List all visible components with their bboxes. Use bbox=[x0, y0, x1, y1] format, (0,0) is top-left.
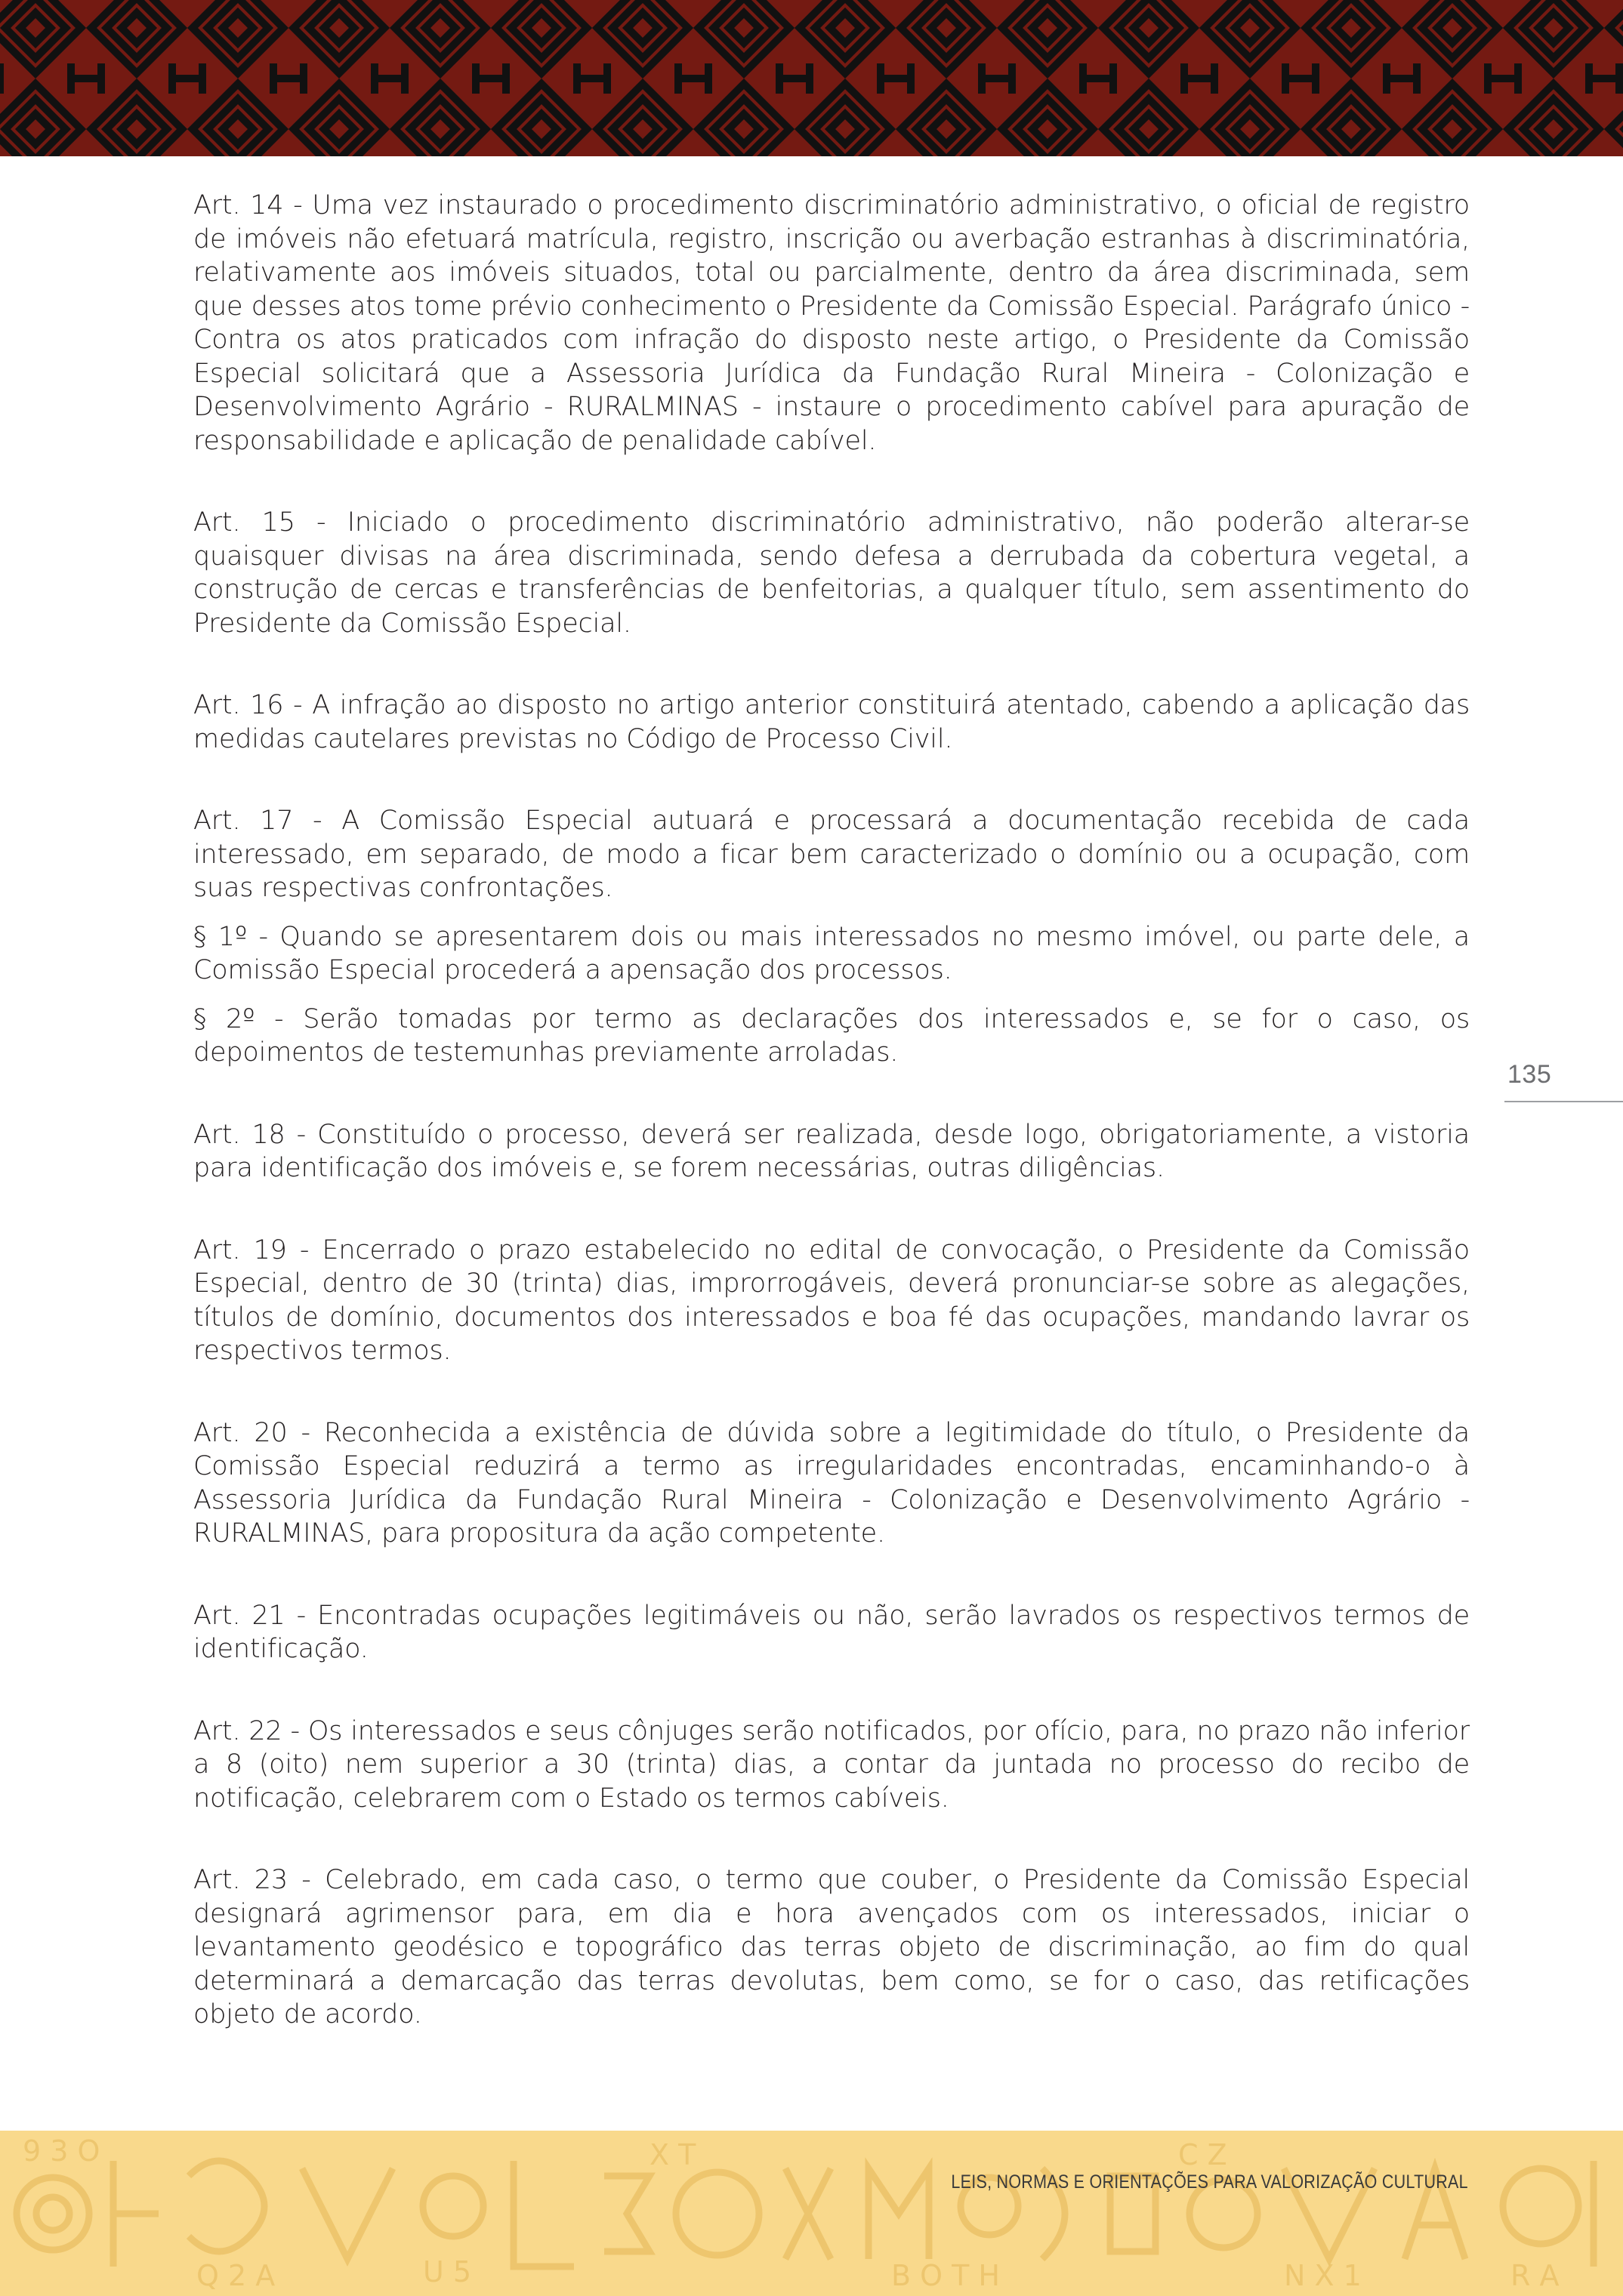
article-21: Art. 21 - Encontradas ocupações legitimáveis ou não, serão lavrados os respectivos termos de identificação. bbox=[193, 1600, 1470, 1664]
header-pattern bbox=[0, 0, 1623, 156]
svg-text:B O T H: B O T H bbox=[891, 2259, 1001, 2292]
article-23: Art. 23 - Celebrado, em cada caso, o termo que couber, o Presidente da Comissão Especial designará agrimensor para, em dia e hora avençados com os interessados, iniciar o levantamento geodésico e topográfico das terras objeto de discriminação, ao fim do qual determinará a demarcação das terras devolutas, bem como, se for o caso, das retificações objeto de acordo. bbox=[193, 1865, 1470, 2029]
article-19: Art. 19 - Encerrado o prazo estabelecido no edital de convocação, o Presidente da Comissão Especial, dentro de 30 (trinta) dias, improrrogáveis, deverá pronunciar-se sobre as alegações, títulos de domínio, documentos dos interessados e boa fé das ocupações, mandando lavrar os respectivos termos. bbox=[193, 1234, 1470, 1366]
article-22: Art. 22 - Os interessados e seus cônjuges serão notificados, por ofício, para, no prazo não inferior a 8 (oito) nem superior a 30 (trinta) dias, a contar da juntada no processo do recibo de notificação, celebrarem com o Estado os termos cabíveis. bbox=[193, 1715, 1470, 1814]
svg-text:R A: R A bbox=[1510, 2259, 1560, 2292]
document-body bbox=[193, 189, 1470, 2032]
footer-pattern bbox=[0, 2131, 1623, 2296]
svg-text:X T: X T bbox=[650, 2138, 696, 2171]
article-15: Art. 15 - Iniciado o procedimento discriminatório administrativo, não poderão alterar-se quaisquer divisas na área discriminada, sendo defesa a derrubada da cobertura vegetal, a construção de cercas e transferências de benfeitorias, a qualquer título, sem assentimento do Presidente da Comissão Especial. bbox=[193, 507, 1470, 639]
svg-text:N X 1: N X 1 bbox=[1284, 2259, 1362, 2292]
article-16: Art. 16 - A infração ao disposto no artigo anterior constituirá atentado, cabendo a aplicação das medidas cautelares previstas no Código de Processo Civil. bbox=[193, 690, 1470, 754]
header-pattern-band bbox=[0, 0, 1623, 156]
article-20: Art. 20 - Reconhecida a existência de dúvida sobre a legitimidade do título, o Presidente da Comissão Especial reduzirá a termo as irregularidades encontradas, encaminhando-o à Assessoria Jurídica da Fundação Rural Mineira - Colonização e Desenvolvimento Agrário - RURALMINAS, para propositura da ação competente. bbox=[193, 1417, 1470, 1549]
article-18: Art. 18 - Constituído o processo, deverá ser realizada, desde logo, obrigatoriamente, a vistoria para identificação dos imóveis e, se forem necessárias, outras diligências. bbox=[193, 1119, 1470, 1183]
footer-pattern-band bbox=[0, 2131, 1623, 2296]
footer-title: LEIS, NORMAS E ORIENTAÇÕES PARA VALORIZAÇÃO CULTURAL bbox=[951, 2171, 1468, 2193]
svg-text:Q 2 A: Q 2 A bbox=[196, 2259, 276, 2292]
article-17: Art. 17 - A Comissão Especial autuará e processará a documentação recebida de cada interessado, em separado, de modo a ficar bem caracterizado o domínio ou a ocupação, com suas respectivas confrontações. bbox=[193, 806, 1470, 903]
svg-text:9 3 O: 9 3 O bbox=[23, 2134, 100, 2168]
article-17-paragraph-2: § 2º - Serão tomadas por termo as declarações dos interessados e, se for o caso, os depoimentos de testemunhas previamente arroladas. bbox=[193, 1003, 1470, 1068]
page-number: 135 bbox=[1507, 1060, 1552, 1089]
article-17-paragraph-1: § 1º - Quando se apresentarem dois ou mais interessados no mesmo imóvel, ou parte dele, a Comissão Especial procederá a apensação dos processos. bbox=[193, 921, 1470, 985]
page-number-rule bbox=[1504, 1101, 1623, 1102]
article-14: Art. 14 - Uma vez instaurado o procedimento discriminatório administrativo, o oficial de registro de imóveis não efetuará matrícula, registro, inscrição ou averbação estranhas à discriminatória, relativamente aos imóveis situados, total ou parcialmente, dentro da área discriminada, sem que desses atos tome prévio conhecimento o Presidente da Comissão Especial. Parágrafo único - Contra os atos praticados com infração do disposto neste artigo, o Presidente da Comissão Especial solicitará que a Assessoria Jurídica da Fundação Rural Mineira - Colonização e Desenvolvimento Agrário - RURALMINAS - instaure o procedimento cabível para apuração de responsabilidade e aplicação de penalidade cabível. bbox=[193, 190, 1470, 456]
svg-text:C Z: C Z bbox=[1178, 2138, 1227, 2171]
svg-text:U 5: U 5 bbox=[423, 2255, 472, 2288]
